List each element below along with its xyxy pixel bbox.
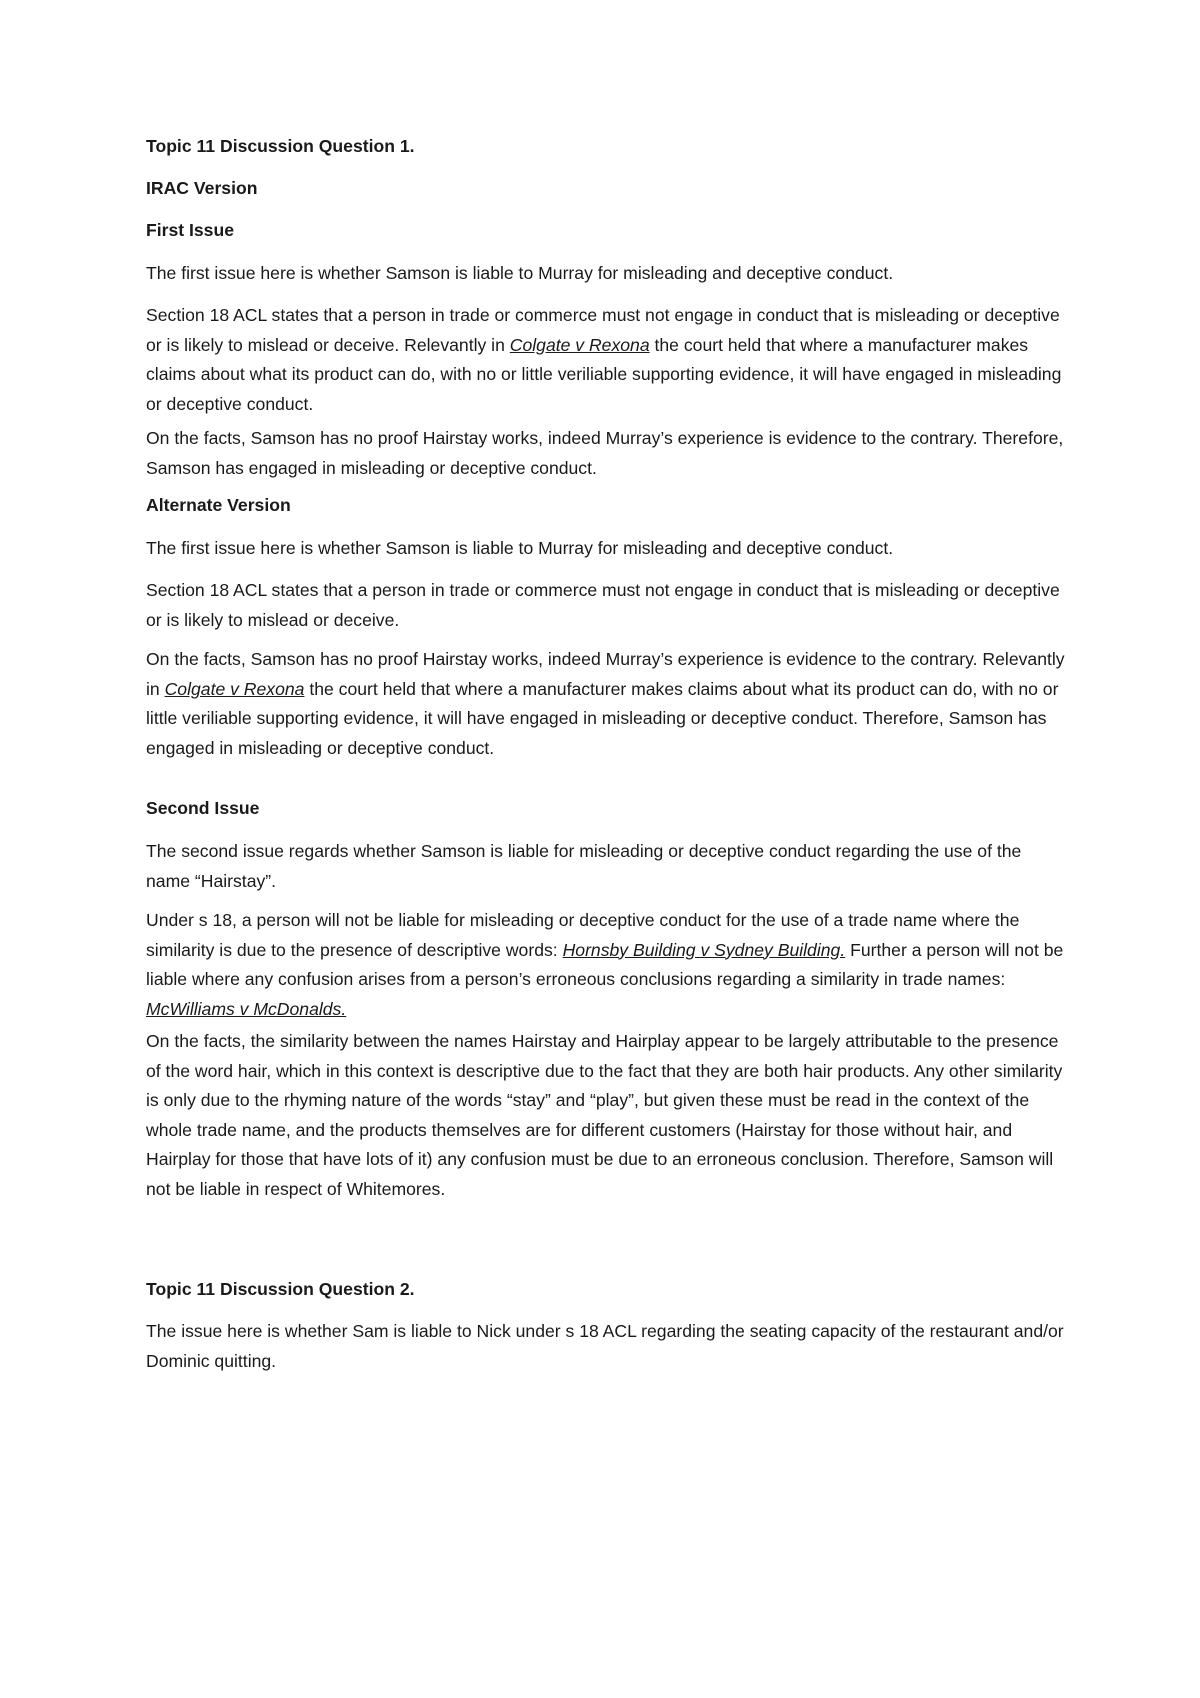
- irac-heading: IRAC Version: [146, 178, 258, 198]
- paragraph-trade-name-rule: [146, 906, 1066, 1024]
- case-citation-colgate: Colgate v Rexona: [509, 334, 650, 355]
- text-run: the court held that where a manufacturer makes claims about what its product can do, with no or little veriliable supporting evidence, it will have engaged in misleading or deceptive conduct. Therefore, Samson has engaged in misleading or deceptive conduct.: [146, 678, 1059, 758]
- paragraph-first-issue: The first issue here is whether Samson is liable to Murray for misleading and deceptive conduct.: [146, 263, 894, 283]
- first-issue-heading: First Issue: [146, 220, 235, 240]
- paragraph-section-18-rule: [146, 301, 1066, 419]
- text-run: the court held that where a manufacturer makes claims about what its product can do, with no or little veriliable supporting evidence, it will have engaged in misleading or deceptive conduct.: [146, 334, 1062, 414]
- paragraph-alt-issue: The first issue here is whether Samson is liable to Murray for misleading and deceptive conduct.: [146, 538, 894, 558]
- text-run: Further a person will not be liable where any confusion arises from a person’s erroneous conclusions regarding a similarity in trade names:: [146, 939, 1064, 989]
- q2-title: Topic 11 Discussion Question 2.: [146, 1279, 415, 1299]
- case-citation-hornsby: Hornsby Building v Sydney Building.: [562, 939, 846, 960]
- text-run: Under s 18, a person will not be liable for misleading or deceptive conduct for the use of a trade name where the similarity is due to the presence of descriptive words:: [146, 910, 1020, 960]
- second-issue-heading: Second Issue: [146, 798, 260, 818]
- alternate-version-heading: Alternate Version: [146, 495, 291, 515]
- paragraph-alt-application: [146, 645, 1066, 763]
- text-run: On the facts, Samson has no proof Hairstay works, indeed Murray’s experience is evidence to the contrary. Relevantly in: [146, 649, 1065, 699]
- paragraph-application: On the facts, Samson has no proof Hairstay works, indeed Murray’s experience is evidence to the contrary. Therefore, Samson has engaged in misleading or deceptive conduct.: [146, 428, 1064, 478]
- case-citation-mcwilliams: McWilliams v McDonalds.: [146, 998, 347, 1019]
- paragraph-q2-issue: The issue here is whether Sam is liable to Nick under s 18 ACL regarding the seating capacity of the restaurant and/or Dominic quitting.: [146, 1321, 1064, 1371]
- paragraph-trade-name-application: On the facts, the similarity between the names Hairstay and Hairplay appear to be largely attributable to the presence of the word hair, which in this context is descriptive due to the fact that they are both hair products. Any other similarity is only due to the rhyming nature of the words “stay” and “play”, but given these must be read in the context of the whole trade name, and the products themselves are for different customers (Hairstay for those without hair, and Hairplay for those that have lots of it) any confusion must be due to an erroneous conclusion. Therefore, Samson will not be liable in respect of Whitemores.: [146, 1031, 1063, 1199]
- paragraph-alt-rule: Section 18 ACL states that a person in trade or commerce must not engage in conduct that is misleading or deceptive or is likely to mislead or deceive.: [146, 580, 1060, 630]
- paragraph-second-issue: The second issue regards whether Samson is liable for misleading or deceptive conduct regarding the use of the name “Hairstay”.: [146, 841, 1022, 891]
- text-run: Section 18 ACL states that a person in trade or commerce must not engage in conduct that is misleading or deceptive or is likely to mislead or deceive. Relevantly in: [146, 305, 1060, 355]
- case-citation-colgate: Colgate v Rexona: [164, 678, 305, 699]
- q1-title: Topic 11 Discussion Question 1.: [146, 136, 415, 156]
